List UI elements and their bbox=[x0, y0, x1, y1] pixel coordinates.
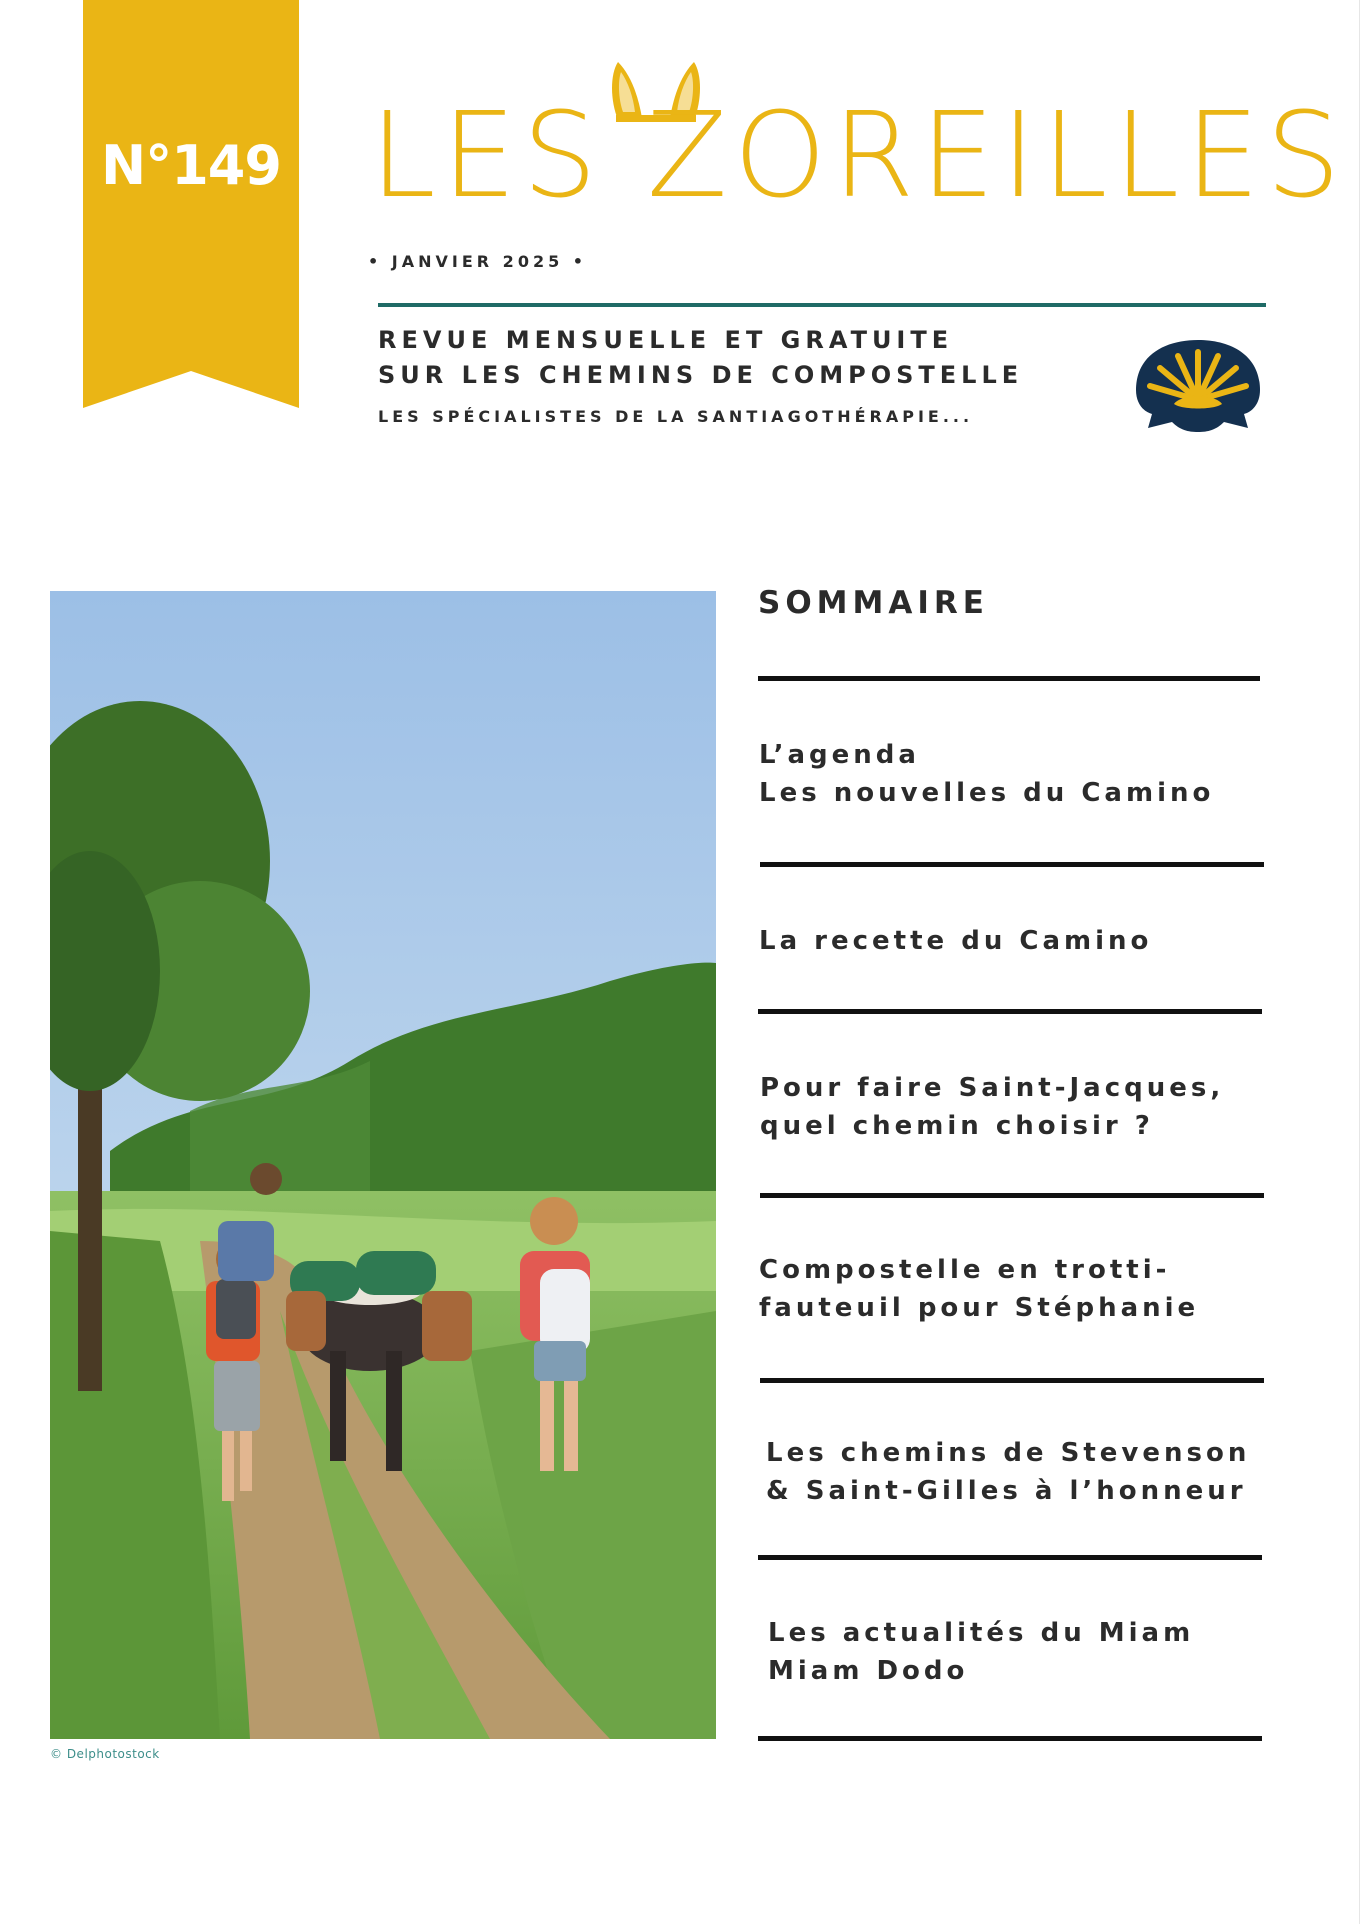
toc-item-line: fauteuil pour Stéphanie bbox=[759, 1293, 1200, 1323]
sommaire-heading: SOMMAIRE bbox=[758, 585, 989, 621]
sommaire-divider bbox=[758, 676, 1260, 681]
issue-ribbon bbox=[83, 0, 299, 408]
toc-item-recette[interactable] bbox=[759, 922, 1152, 960]
sommaire-divider bbox=[758, 1736, 1262, 1741]
toc-item-line: L’agenda bbox=[759, 740, 920, 770]
toc-item-agenda[interactable] bbox=[759, 736, 1214, 812]
toc-item-line: Pour faire Saint-Jacques, bbox=[760, 1073, 1225, 1103]
toc-item-line: Les nouvelles du Camino bbox=[759, 778, 1215, 808]
sommaire-divider bbox=[758, 1555, 1262, 1560]
toc-item-line: Miam Dodo bbox=[768, 1656, 969, 1686]
toc-item-chemin[interactable] bbox=[760, 1069, 1224, 1145]
sommaire-divider bbox=[760, 862, 1264, 867]
header-divider bbox=[378, 303, 1266, 307]
photo-credit: © Delphotostock bbox=[50, 1747, 160, 1761]
toc-item-trotti-fauteuil[interactable] bbox=[759, 1251, 1199, 1327]
tagline-line-2: SUR LES CHEMINS DE COMPOSTELLE bbox=[378, 361, 1024, 389]
toc-item-line: & Saint-Gilles à l’honneur bbox=[766, 1476, 1247, 1506]
sommaire-divider bbox=[760, 1193, 1264, 1198]
masthead bbox=[370, 60, 1347, 224]
toc-item-line: Compostelle en trotti- bbox=[759, 1255, 1171, 1285]
sommaire-divider bbox=[760, 1378, 1264, 1383]
toc-item-line: Les chemins de Stevenson bbox=[766, 1438, 1251, 1468]
cover-photo bbox=[50, 591, 716, 1739]
magazine-title: LES ZOREILLES bbox=[370, 86, 1347, 224]
tagline-line-3: LES SPÉCIALISTES DE LA SANTIAGOTHÉRAPIE... bbox=[378, 407, 974, 426]
tagline-line-1: REVUE MENSUELLE ET GRATUITE bbox=[378, 326, 954, 354]
toc-item-line: quel chemin choisir ? bbox=[760, 1111, 1154, 1141]
issue-number: N°149 bbox=[101, 134, 281, 197]
toc-item-miam-miam-dodo[interactable] bbox=[768, 1614, 1194, 1690]
hikers-with-donkey-illustration bbox=[50, 591, 716, 1739]
issue-date: • JANVIER 2025 • bbox=[368, 252, 588, 271]
toc-item-line: Les actualités du Miam bbox=[768, 1618, 1195, 1648]
scallop-shell-icon bbox=[1128, 338, 1268, 434]
bookmark-ribbon-shape bbox=[83, 0, 299, 408]
toc-item-stevenson[interactable] bbox=[766, 1434, 1250, 1510]
toc-item-line: La recette du Camino bbox=[759, 926, 1153, 956]
sommaire-divider bbox=[758, 1009, 1262, 1014]
